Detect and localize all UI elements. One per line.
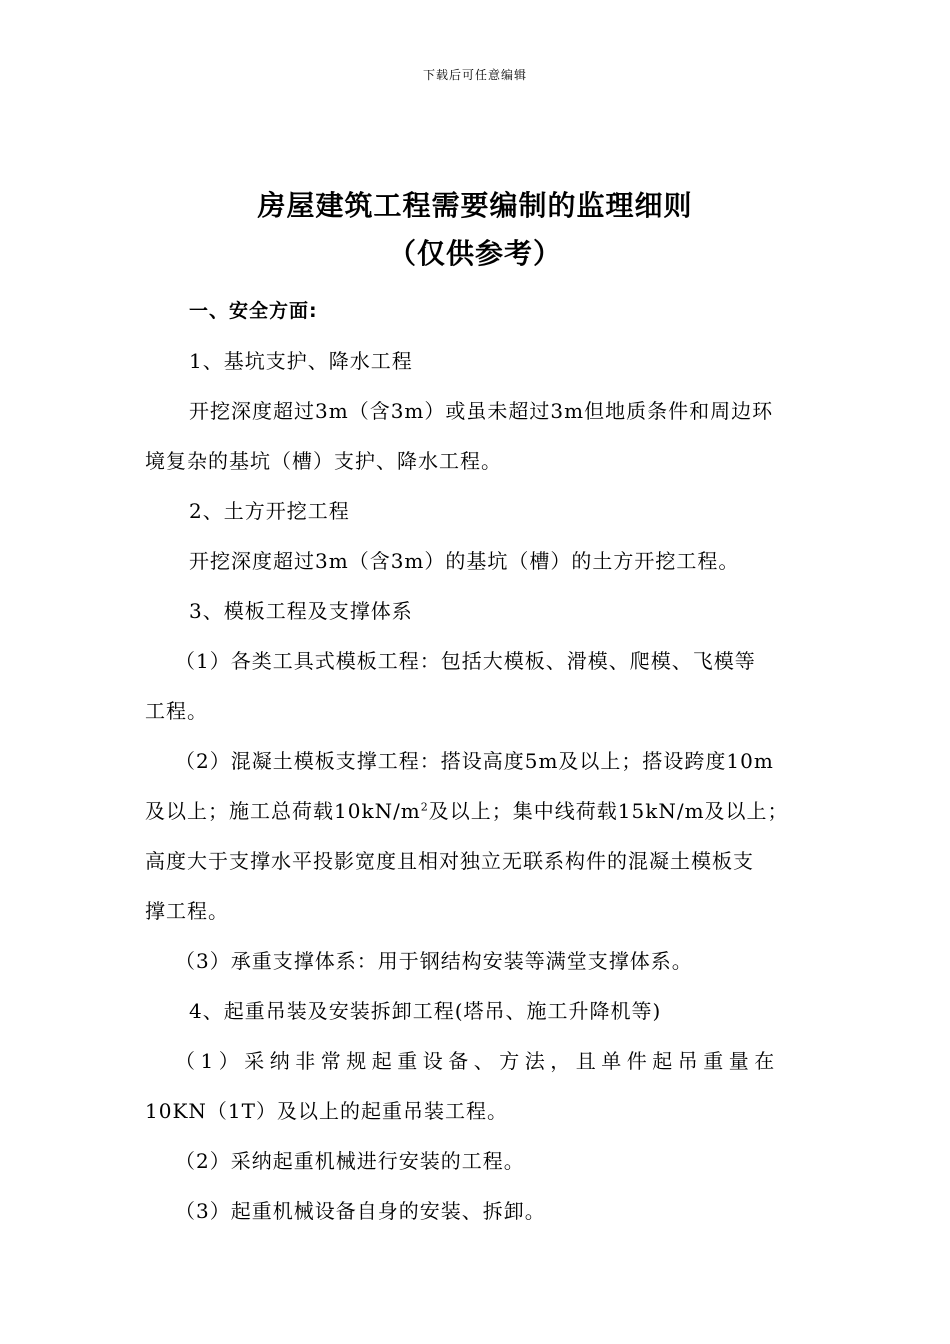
section-heading: 一、安全方面: (189, 300, 318, 322)
paragraph-line: （1）各类工具式模板工程：包括大模板、滑模、爬模、飞模等 (175, 649, 756, 673)
document-subtitle: （仅供参考） (387, 237, 562, 270)
paragraph-line: 境复杂的基坑（槽）支护、降水工程。 (145, 449, 502, 473)
document-title: 房屋建筑工程需要编制的监理细则 (257, 189, 693, 222)
paragraph-line: 开挖深度超过3m（含3m）或虽未超过3m但地质条件和周边环 (189, 399, 774, 423)
paragraph-line: （1）采纳非常规起重设备、方法，且单件起吊重量在 (175, 1049, 780, 1073)
document-body (145, 286, 809, 1236)
paragraph-line: 开挖深度超过3m（含3m）的基坑（槽）的土方开挖工程。 (189, 549, 740, 573)
superscript: 2 (420, 800, 429, 814)
paragraph-line: （3）承重支撑体系：用于钢结构安装等满堂支撑体系。 (175, 949, 693, 973)
paragraph-line: （2）采纳起重机械进行安装的工程。 (175, 1149, 525, 1173)
item-heading-4: 4、起重吊装及安装拆卸工程(塔吊、施工升降机等) (189, 999, 662, 1023)
paragraph-line: （3）起重机械设备自身的安装、拆卸。 (175, 1199, 546, 1223)
text-segment: 及以上；集中线荷载15kN/m及以上； (428, 799, 789, 823)
item-heading-2: 2、土方开挖工程 (189, 499, 350, 523)
item-heading-1: 1、基坑支护、降水工程 (189, 349, 413, 373)
paragraph-line: 10KN（1T）及以上的起重吊装工程。 (145, 1099, 508, 1123)
paragraph-line: 高度大于支撑水平投影宽度且相对独立无联系构件的混凝土模板支 (145, 849, 754, 873)
paragraph-line: 工程。 (145, 699, 208, 723)
item-heading-3: 3、模板工程及支撑体系 (189, 599, 413, 623)
text-segment: 及以上；施工总荷载10kN/m (145, 799, 421, 823)
paragraph-line: 撑工程。 (145, 899, 229, 923)
paragraph-line (145, 786, 809, 836)
header-note: 下载后可任意编辑 (422, 68, 527, 82)
paragraph-line: （2）混凝土模板支撑工程：搭设高度5m及以上；搭设跨度10m (175, 749, 774, 773)
